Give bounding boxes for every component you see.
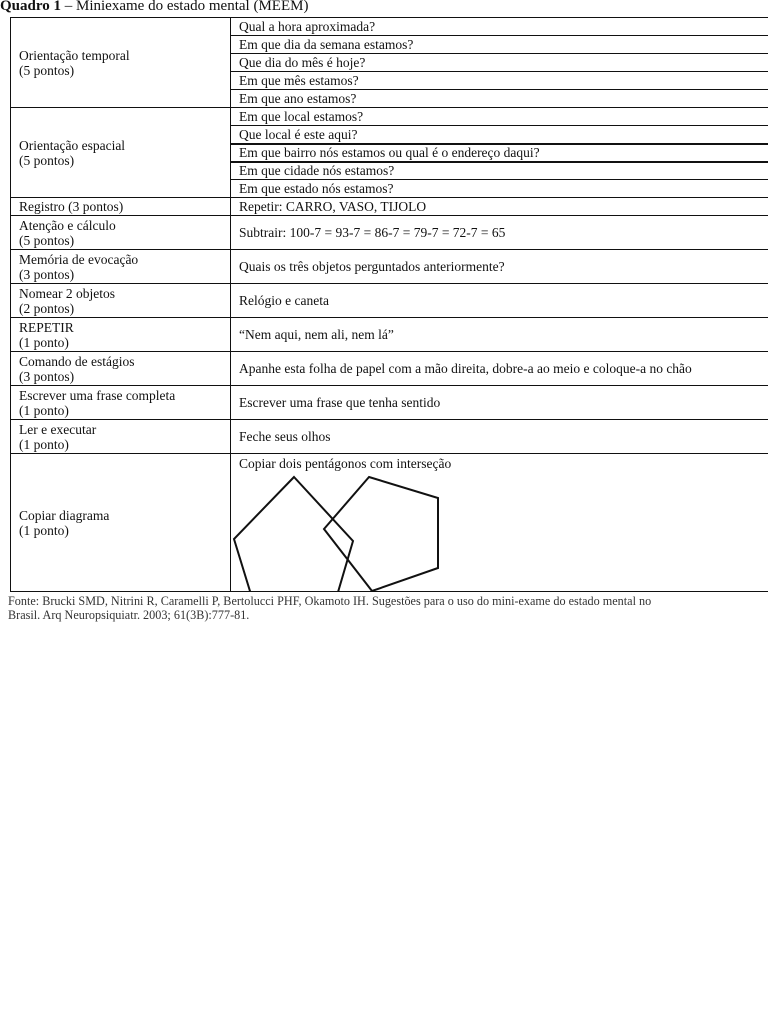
section-points: (5 pontos) [19, 232, 75, 248]
question-cell: Que local é este aqui? [231, 126, 768, 144]
question-cell: Em que cidade nós estamos? [231, 162, 768, 180]
question-cell: “Nem aqui, nem ali, nem lá” [231, 318, 768, 352]
source-line-1: Fonte: Brucki SMD, Nitrini R, Caramelli P, Bertolucci PHF, Okamoto IH. Sugestões para o uso do mini-exame do estado mental no [8, 594, 652, 608]
question-cell: Qual a hora aproximada? [231, 18, 768, 36]
section-copiar [11, 454, 231, 592]
table-title-label: Quadro 1 [0, 0, 61, 14]
question-cell: Em que mês estamos? [231, 72, 768, 90]
question-cell: Em que ano estamos? [231, 90, 768, 108]
section-label: Nomear 2 objetos [19, 285, 115, 301]
section-label: REPETIR [19, 319, 74, 335]
question-cell: Relógio e caneta [231, 284, 768, 318]
table-row [11, 250, 768, 284]
section-points: (3 pontos) [19, 266, 75, 282]
section-label: Copiar diagrama [19, 507, 110, 523]
section-nomear [11, 284, 231, 318]
section-label: Memória de evocação [19, 251, 139, 267]
section-registro [11, 198, 231, 216]
question-cell: Apanhe esta folha de papel com a mão direita, dobre-a ao meio e coloque-a no chão [231, 352, 768, 386]
question-cell: Feche seus olhos [231, 420, 768, 454]
question-cell: Em que dia da semana estamos? [231, 36, 768, 54]
question-cell: Que dia do mês é hoje? [231, 54, 768, 72]
table-row [11, 420, 768, 454]
question-cell: Quais os três objetos perguntados anteriormente? [231, 250, 768, 284]
section-repetir [11, 318, 231, 352]
pentagon-left [234, 477, 353, 592]
source-line-2: Brasil. Arq Neuropsiquiatr. 2003; 61(3B):777-81. [8, 608, 250, 622]
meem-table [10, 17, 768, 592]
section-label: Escrever uma frase completa [19, 387, 176, 403]
question-cell: Em que local estamos? [231, 108, 768, 126]
question-cell: Escrever uma frase que tenha sentido [231, 386, 768, 420]
section-points: (5 pontos) [19, 62, 75, 78]
question-cell: Repetir: CARRO, VASO, TIJOLO [231, 198, 768, 216]
question-cell: Em que bairro nós estamos ou qual é o endereço daqui? [231, 144, 768, 162]
diagram-cell [231, 454, 768, 592]
section-points: (1 ponto) [19, 522, 69, 538]
section-ler [11, 420, 231, 454]
table-title-text: Miniexame do estado mental (MEEM) [76, 0, 309, 14]
table-row [11, 18, 768, 36]
intersecting-pentagons-drawing [231, 454, 768, 592]
section-label: Orientação temporal [19, 47, 130, 63]
source-note [8, 594, 768, 622]
section-temporal [11, 18, 231, 108]
table-row [11, 454, 768, 592]
question-cell: Copiar dois pentágonos com interseção [239, 456, 452, 471]
table-row [11, 198, 768, 216]
section-points: (2 pontos) [19, 300, 75, 316]
section-label: Comando de estágios [19, 353, 135, 369]
section-espacial [11, 108, 231, 198]
pentagon-right [324, 477, 438, 591]
table-row [11, 216, 768, 250]
section-escrever [11, 386, 231, 420]
section-label: Ler e executar [19, 421, 97, 437]
section-memoria [11, 250, 231, 284]
table-row [11, 108, 768, 126]
section-points: (5 pontos) [19, 152, 75, 168]
question-cell: Subtrair: 100-7 = 93-7 = 86-7 = 79-7 = 72-7 = 65 [231, 216, 768, 250]
table-title: Quadro 1 – Miniexame do estado mental (MEEM) [0, 0, 309, 14]
section-points: (3 pontos) [19, 368, 75, 384]
table-row [11, 352, 768, 386]
section-points: (1 ponto) [19, 402, 69, 418]
table-row [11, 318, 768, 352]
section-points: (1 ponto) [19, 334, 69, 350]
section-points: (1 ponto) [19, 436, 69, 452]
section-label: Registro (3 pontos) [19, 199, 124, 214]
question-cell: Em que estado nós estamos? [231, 180, 768, 198]
table-row [11, 284, 768, 318]
table-row [11, 386, 768, 420]
section-label: Atenção e cálculo [19, 217, 116, 233]
section-label: Orientação espacial [19, 137, 126, 153]
section-atencao [11, 216, 231, 250]
section-comando [11, 352, 231, 386]
